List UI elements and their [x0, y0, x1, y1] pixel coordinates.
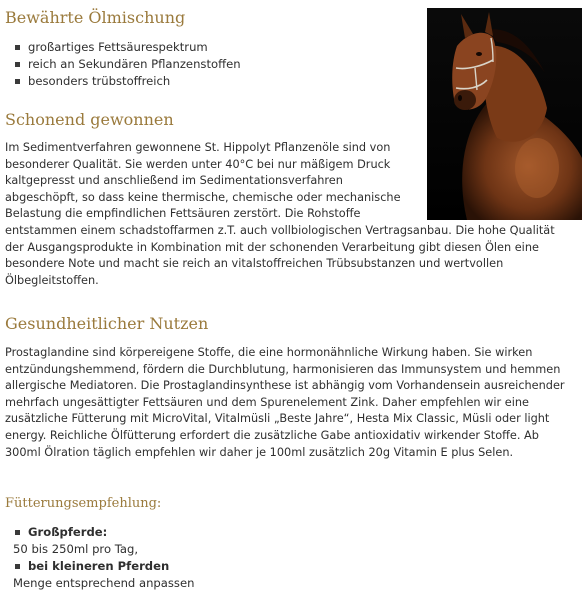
horse-image [427, 8, 582, 220]
text-line: energy. Reichliche Ölfütterung erfordert die zusätzliche Gabe antioxidativ wirkender Stoffe. Ab [5, 428, 539, 442]
heading-fuetterungsempfehlung: Fütterungsempfehlung: [5, 496, 162, 511]
text-line: Ölbegleitstoffen. [5, 273, 99, 287]
horse-illustration [427, 8, 582, 220]
text-line: Belastung die empfindlichen Fettsäuren zerstört. Die Rohstoffe [5, 207, 361, 221]
list-item: reich an Sekundären Pflanzenstoffen [13, 56, 241, 73]
feeding-label: Großpferde: [28, 525, 108, 539]
text-line: abgeschöpft, so dass keine thermische, chemische oder mechanische [5, 190, 401, 204]
text-line: Im Sedimentverfahren gewonnene St. Hippolyt Pflanzenöle sind von [5, 141, 391, 154]
list-item [13, 524, 194, 558]
text-line: 300ml Ölration täglich empfehlen wir daher je 100ml zusätzlich 20g Vitamin E plus Selen. [5, 445, 514, 459]
text-line: kaltgepresst und anschließend im Sedimentationsverfahren [5, 174, 343, 188]
paragraph-gesundheitlicher-nutzen [5, 345, 565, 461]
text-line: der Ausgangsprodukte in Kombination mit der schonenden Verarbeitung gibt diesen Ölen eine [5, 240, 539, 254]
feeding-detail: Menge entsprechend anpassen [13, 576, 195, 590]
feeding-detail: 50 bis 250ml pro Tag, [13, 542, 139, 556]
text-line: entstammen einem schadstoffarmen z.T. auch vollbiologischen Vertragsanbau. Die hohe Qualität [5, 223, 555, 237]
text-line: zusätzliche Fütterung mit MicroVital, Vitalmüsli „Beste Jahre“, Hesta Mix Classic, Müsli oder light [5, 412, 550, 426]
heading-gesundheitlicher-nutzen: Gesundheitlicher Nutzen [5, 314, 209, 333]
text-line: besonderer Qualität. Sie werden unter 40°C bei nur mäßigem Druck [5, 157, 391, 171]
heading-schonend-gewonnen: Schonend gewonnen [5, 110, 174, 129]
list-item: besonders trübstoffreich [13, 73, 241, 90]
heading-bewaehrte-oelmischung: Bewährte Ölmischung [5, 8, 186, 27]
text-line: allergische Mediatoren. Die Prostaglandinsynthese ist abhängig vom Vorhandensein ausreichender [5, 379, 565, 393]
text-line: Prostaglandine sind körpereigene Stoffe, die eine hormonähnliche Wirkung haben. Sie wirken [5, 346, 533, 359]
text-line: mehrfach ungesättigter Fettsäuren und dem Spurenelement Zink. Daher empfehlen wir eine [5, 395, 529, 409]
feature-list [13, 39, 241, 90]
text-line: besondere Note und macht sie reich an vitalstoffreichen Trübsubstanzen und wertvollen [5, 257, 504, 271]
list-item: großartiges Fettsäurespektrum [13, 39, 241, 56]
text-line: entzündungshemmend, fördern die Durchblutung, harmonisieren das Immunsystem und hemmen [5, 362, 561, 376]
feeding-list [13, 524, 194, 592]
list-item [13, 558, 194, 592]
feeding-label: bei kleineren Pferden [28, 559, 170, 573]
